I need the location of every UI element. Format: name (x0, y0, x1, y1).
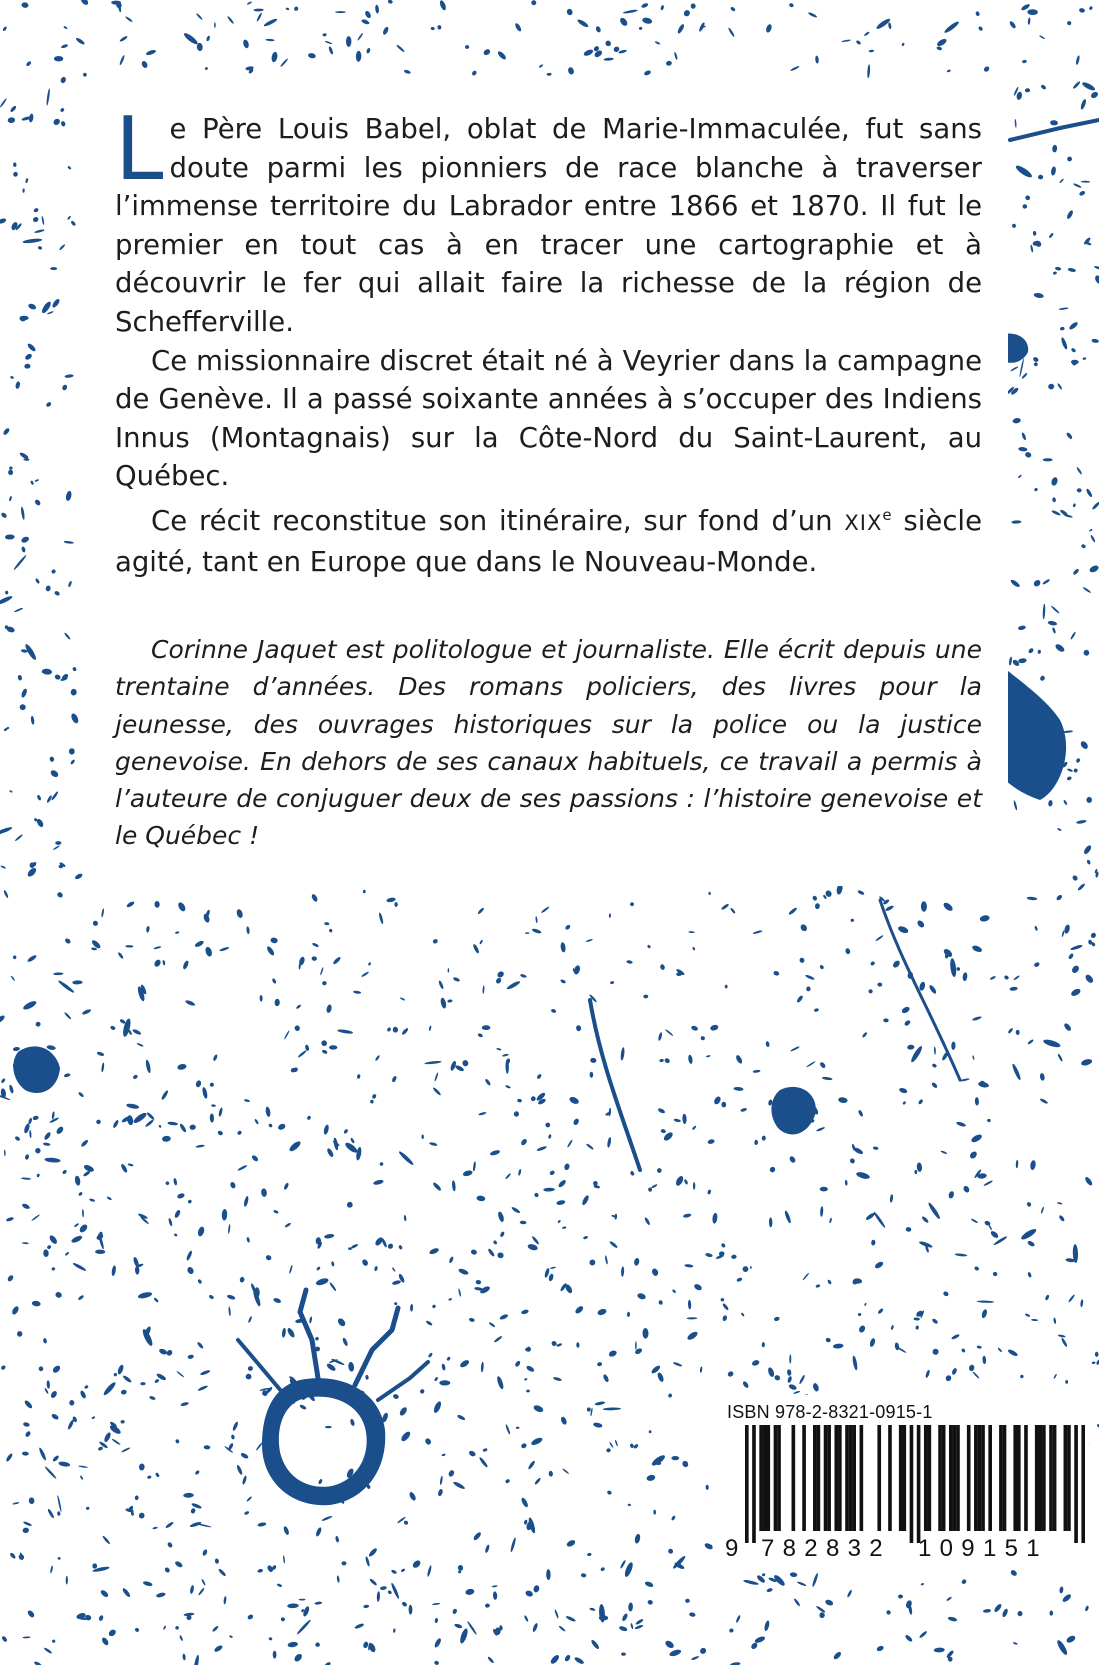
isbn-label: ISBN 978-2-8321-0915-1 (727, 1402, 933, 1422)
barcode-bar (774, 1425, 778, 1531)
barcode-bar (777, 1425, 781, 1531)
drop-cap: L (115, 98, 164, 200)
barcode-bar (956, 1425, 960, 1531)
barcode-bar (745, 1425, 749, 1543)
author-bio: Corinne Jaquet est politologue et journaliste. Elle écrit depuis une trentaine d’années. Des romans policiers, des livres pour la jeunesse, des ouvrages historiques sur la police ou la justice genevoise. En dehors de ses canaux habituels, ce travail a permis à l’auteure de conjuguer deux de ses passions : l’histoire genevoise et le Québec ! (115, 635, 982, 851)
barcode-bar (1053, 1425, 1057, 1531)
barcode-bar (834, 1425, 838, 1531)
barcode-bar (802, 1425, 806, 1531)
barcode-bar (1035, 1425, 1039, 1531)
barcode-bar (838, 1425, 842, 1531)
blurb-paragraph-3 (115, 496, 982, 581)
barcode-bar (1074, 1425, 1078, 1543)
barcode-bar (849, 1425, 853, 1531)
lake-crater-ring (262, 1378, 385, 1505)
barcode-bar (974, 1425, 978, 1531)
ean-digits-left: 782832 (761, 1535, 891, 1562)
barcode-bar (967, 1425, 971, 1531)
barcode-bar (752, 1425, 756, 1543)
barcode-bar (852, 1425, 856, 1531)
barcode-bar (827, 1425, 831, 1531)
barcode-bar (792, 1425, 796, 1531)
barcode-bar (1017, 1425, 1021, 1531)
text-panel (83, 78, 1008, 886)
barcode-box (719, 1395, 1089, 1570)
barcode-bar (988, 1425, 992, 1531)
blurb-paragraph-3-end: siècle agité, tant en Europe que dans le Nouveau-Monde. (115, 504, 982, 578)
barcode-bar (824, 1425, 828, 1531)
barcode-bar (1049, 1425, 1053, 1531)
barcode-bar (1024, 1425, 1028, 1531)
barcode-bar (766, 1425, 770, 1531)
barcode-bar (1081, 1425, 1085, 1543)
barcode-bar (877, 1425, 881, 1531)
river-crater-branch-3 (238, 1340, 282, 1392)
barcode-bar (763, 1425, 767, 1531)
blurb (115, 98, 982, 581)
barcode-bar (938, 1425, 942, 1531)
barcode-bar (999, 1425, 1003, 1531)
barcode-bar (1067, 1425, 1071, 1531)
barcode-bar (902, 1425, 906, 1531)
river-crater-branch-2 (355, 1308, 398, 1385)
river-crater-branch-4 (378, 1362, 428, 1400)
blurb-paragraph-2: Ce missionnaire discret était né à Veyrier dans la campagne de Genève. Il a passé soixante années à s’occuper des Indiens Innus (Montagnais) sur la Côte-Nord du Saint-Laurent, au Québec. (115, 344, 982, 493)
barcode-bar (759, 1425, 763, 1531)
barcode-bar (1064, 1425, 1068, 1531)
barcode-bar (860, 1425, 864, 1531)
river-center (590, 1000, 640, 1170)
barcode-bar (949, 1425, 953, 1531)
barcode-bar (1042, 1425, 1046, 1531)
ean-digit-first: 9 (725, 1535, 739, 1562)
barcode-bar (924, 1425, 928, 1531)
barcode-bar (942, 1425, 946, 1531)
ean-barcode (745, 1425, 1085, 1543)
barcode-bar (910, 1425, 914, 1543)
river-crater-branch-1 (300, 1290, 318, 1378)
blurb-paragraph-1-text: e Père Louis Babel, oblat de Marie-Immaculée, fut sans doute parmi les pionniers de race blanche à traverser l’immense territoire du Labrador entre 1866 et 1870. Il fut le premier en tout cas à en tracer une cartographie et à découvrir le fer qui allait faire la richesse de la région de Schefferville. (115, 113, 982, 338)
barcode-bar (899, 1425, 903, 1531)
blurb-paragraph-3-start: Ce récit reconstitue son itinéraire, sur fond d’un (151, 504, 845, 537)
barcode-bar (978, 1425, 982, 1531)
ean-digits-right: 109151 (918, 1535, 1048, 1562)
barcode-bar (845, 1425, 849, 1531)
barcode-bar (981, 1425, 985, 1531)
barcode-bar (813, 1425, 817, 1531)
century-suffix: e (882, 505, 892, 524)
barcode-bar (1013, 1425, 1017, 1531)
barcode-bar (1038, 1425, 1042, 1531)
barcode-bar (953, 1425, 957, 1531)
ean-digits (723, 1535, 1085, 1565)
barcode-bar (888, 1425, 892, 1531)
barcode-bar (928, 1425, 932, 1531)
barcode-bar (817, 1425, 821, 1531)
lake-left (13, 1046, 60, 1093)
blurb-paragraph-1 (115, 98, 982, 342)
barcode-bar (917, 1425, 921, 1543)
lake-center (771, 1087, 815, 1135)
barcode-bar (1003, 1425, 1007, 1531)
century-numeral: XIX (844, 510, 883, 535)
